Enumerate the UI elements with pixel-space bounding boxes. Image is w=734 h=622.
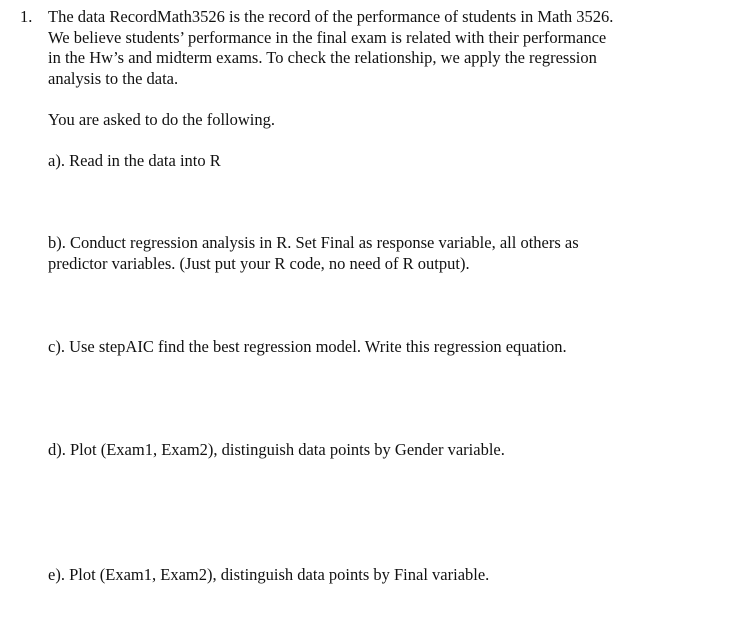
question-intro — [48, 7, 718, 89]
intro-line: The data RecordMath3526 is the record of the performance of students in Math 3526. — [48, 7, 614, 26]
question-number: 1. — [20, 7, 33, 26]
part-a: a). Read in the data into R — [48, 151, 221, 170]
intro-line: in the Hw’s and midterm exams. To check the relationship, we apply the regression — [48, 48, 597, 67]
intro-line: We believe students’ performance in the final exam is related with their performance — [48, 27, 607, 47]
instruction-text: You are asked to do the following. — [48, 110, 276, 129]
intro-line: analysis to the data. — [48, 68, 179, 88]
part-b — [48, 233, 718, 274]
part-d: d). Plot (Exam1, Exam2), distinguish data points by Gender variable. — [48, 440, 505, 459]
part-e: e). Plot (Exam1, Exam2), distinguish data points by Final variable. — [48, 565, 490, 584]
part-b-line: b). Conduct regression analysis in R. Set Final as response variable, all others as — [48, 233, 579, 252]
part-c: c). Use stepAIC find the best regression model. Write this regression equation. — [48, 337, 567, 356]
part-b-line: predictor variables. (Just put your R code, no need of R output). — [48, 253, 470, 273]
